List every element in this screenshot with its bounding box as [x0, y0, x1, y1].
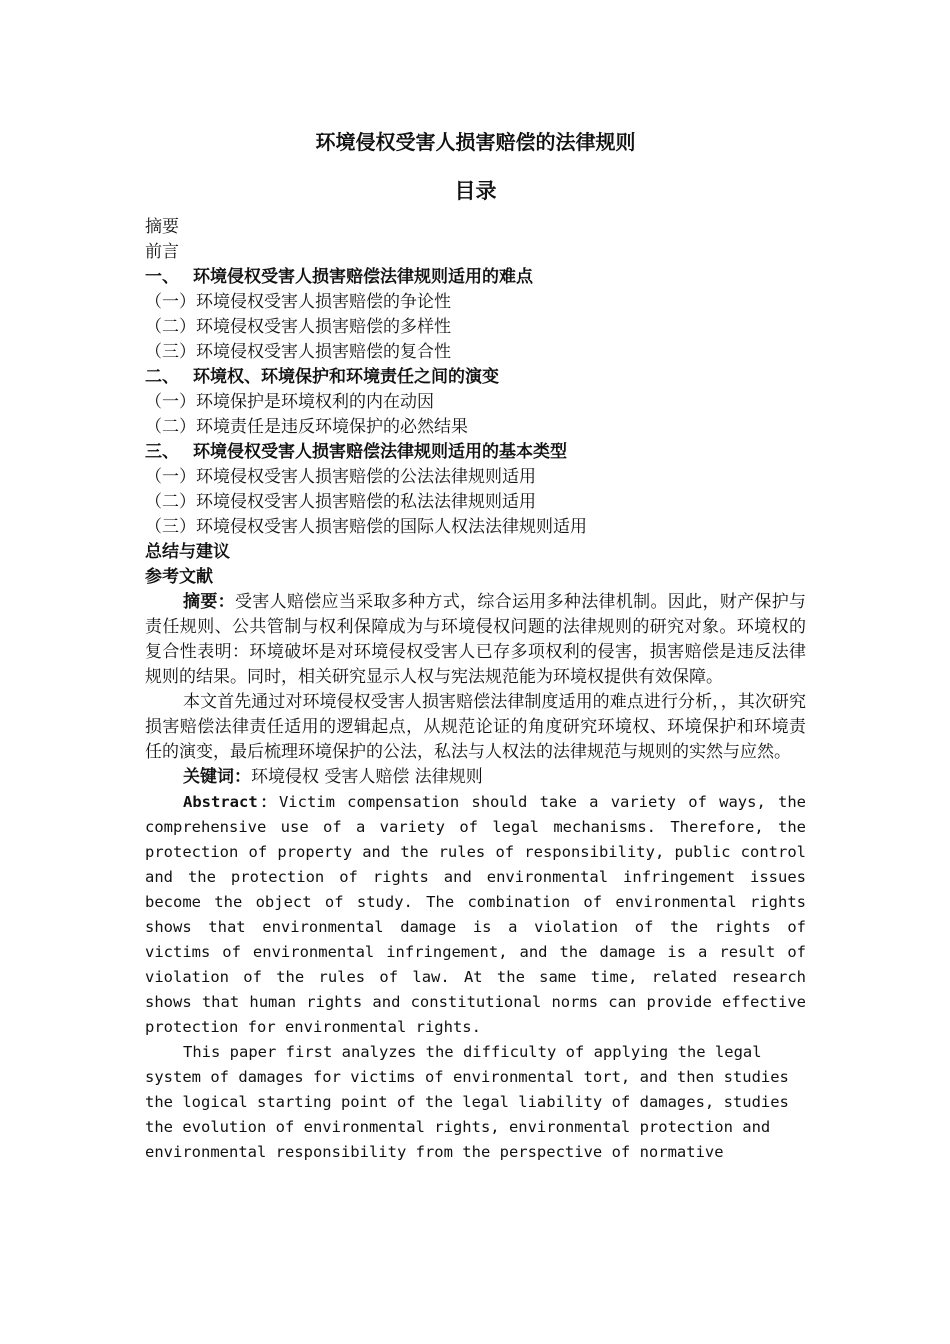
toc-item-label: （一）环境保护是环境权利的内在动因	[145, 392, 434, 412]
toc-item-preface[interactable]	[145, 240, 806, 265]
abstract-en-text: Victim compensation should take a variety of ways, the comprehensive use of a variety of legal mechanisms. Therefore, the protection of property and the rules of responsibility, public control and the protection of rights and environmental infringement issues become the object of study. The combination of environmental rights shows that environmental damage is a violation of the rights of victims of environmental infringement, and the damage is a result of violation of the rules of law. At the same time, related research shows that human rights and constitutional norms can provide effective protection for environmental rights.	[145, 793, 807, 1036]
toc-item-label: 环境权、环境保护和环境责任之间的演变	[193, 367, 499, 387]
toc-item-section-3-2[interactable]	[145, 490, 806, 515]
toc-item-conclusion[interactable]	[145, 540, 806, 565]
abstract-en-label: Abstract：	[183, 793, 279, 811]
toc-item-label: （二）环境侵权受害人损害赔偿的私法法律规则适用	[145, 492, 536, 512]
toc-item-label: （二）环境责任是违反环境保护的必然结果	[145, 417, 468, 437]
toc-item-section-2[interactable]	[145, 365, 806, 390]
abstract-cn-paragraph	[145, 590, 806, 690]
toc-item-section-1-2[interactable]	[145, 315, 806, 340]
toc-item-label: （二）环境侵权受害人损害赔偿的多样性	[145, 317, 451, 337]
toc-item-label: 摘要	[145, 217, 179, 237]
toc-item-label: 总结与建议	[145, 542, 230, 562]
toc-item-number: 二、	[145, 367, 179, 387]
document-title: 环境侵权受害人损害赔偿的法律规则	[315, 130, 636, 154]
keywords-text: 环境侵权 受害人赔偿 法律规则	[251, 767, 483, 787]
toc-item-section-2-1[interactable]	[145, 390, 806, 415]
abstract-en-paragraph-2: This paper first analyzes the difficulty of applying the legal system of damages for victims of environmental tort, and then studies the logical starting point of the legal liability of damages, studies the evolution of environmental rights, environmental protection and environmental responsibility from the perspective of normative	[145, 1043, 789, 1161]
keywords-label: 关键词：	[183, 767, 251, 787]
toc-item-references[interactable]	[145, 565, 806, 590]
toc-item-number: 三、	[145, 442, 179, 462]
toc-item-label: （三）环境侵权受害人损害赔偿的复合性	[145, 342, 451, 362]
toc-item-section-1[interactable]	[145, 265, 806, 290]
toc-item-section-3-1[interactable]	[145, 465, 806, 490]
abstract-cn-paragraph-2: 本文首先通过对环境侵权受害人损害赔偿法律制度适用的难点进行分析，，其次研究损害赔偿法律责任适用的逻辑起点，从规范论证的角度研究环境权、环境保护和环境责任的演变，最后梳理环境保护的公法，私法与人权法的法律规范与规则的实然与应然。	[145, 692, 806, 762]
toc-item-section-3[interactable]	[145, 440, 806, 465]
toc-item-section-1-1[interactable]	[145, 290, 806, 315]
toc-item-label: 参考文献	[145, 567, 213, 587]
toc-item-label: （三）环境侵权受害人损害赔偿的国际人权法法律规则适用	[145, 517, 587, 537]
keywords-paragraph	[145, 765, 806, 790]
abstract-cn-text: 受害人赔偿应当采取多种方式，综合运用多种法律机制。因此，财产保护与责任规则、公共管制与权利保障成为与环境侵权问题的法律规则的研究对象。环境权的复合性表明：环境破坏是对环境侵权受害人已存多项权利的侵害，损害赔偿是违反法律规则的结果。同时，相关研究显示人权与宪法规范能为环境权提供有效保障。	[145, 592, 807, 687]
toc-item-section-3-3[interactable]	[145, 515, 806, 540]
abstract-cn-label: 摘要：	[183, 592, 235, 612]
toc-item-label: （一）环境侵权受害人损害赔偿的公法法律规则适用	[145, 467, 536, 487]
toc-item-abstract[interactable]	[145, 215, 806, 240]
toc-item-number: 一、	[145, 267, 179, 287]
abstract-en-paragraph	[145, 790, 806, 1040]
toc-item-section-2-2[interactable]	[145, 415, 806, 440]
toc-item-section-1-3[interactable]	[145, 340, 806, 365]
document-body	[145, 215, 806, 1165]
toc-heading: 目录	[454, 178, 497, 203]
toc-item-label: 环境侵权受害人损害赔偿法律规则适用的难点	[193, 267, 533, 287]
table-of-contents	[145, 215, 806, 590]
toc-item-label: 环境侵权受害人损害赔偿法律规则适用的基本类型	[193, 442, 567, 462]
toc-item-label: 前言	[145, 242, 179, 262]
toc-item-label: （一）环境侵权受害人损害赔偿的争论性	[145, 292, 451, 312]
